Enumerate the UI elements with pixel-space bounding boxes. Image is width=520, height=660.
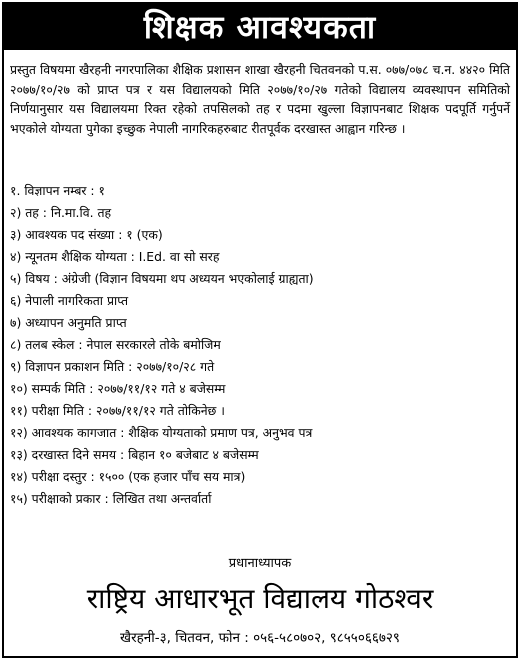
notice-title: शिक्षक आवश्यकता bbox=[4, 4, 516, 50]
list-item: १२) आवश्यक कागजात : शैक्षिक योग्यताको प्रमाण पत्र, अनुभव पत्र bbox=[10, 425, 313, 440]
requirements-list bbox=[10, 180, 510, 510]
list-item: १०) सम्पर्क मिति : २०७७/११/१२ गते ४ बजेसम्म bbox=[10, 381, 226, 396]
list-item: १३) दरखास्त दिने समय : बिहान १० बजेबाट ४ बजेसम्म bbox=[10, 447, 259, 462]
list-item: ११) परीक्षा मिति : २०७७/११/१२ गते तोकिनेछ । bbox=[10, 403, 225, 418]
notice-frame bbox=[2, 2, 518, 658]
list-item: ८) तलब स्केल : नेपाल सरकारले तोके बमोजिम bbox=[10, 337, 221, 352]
list-item: ५) विषय : अंग्रेजी (विज्ञान विषयमा थप अध्ययन भएकोलाई ग्राह्यता) bbox=[10, 271, 314, 286]
list-item: १४) परीक्षा दस्तुर : १५०० (एक हजार पाँच सय मात्र) bbox=[10, 469, 246, 484]
notice-intro: प्रस्तुत विषयमा खैरहनी नगरपालिका शैक्षिक प्रशासन शाखा खैरहनी चितवनको प.स. ०७७/०७८ च.न. ४४२० मिति २०७७/१०/२७ को प्राप्त पत्र र यस विद्यालयको मिति २०७७/१०/२७ गतेको विद्यालय व्यवस्थापन समितिको निर्णयानुसार यस विद्यालयमा रिक्त रहेको तपसिलको तह र पदमा खुल्ला विज्ञापनबाट शिक्षक पदपूर्ति गर्नुपर्ने भएकोले योग्यता पुगेका इच्छुक नेपाली नागरिकहरुबाट रीतपूर्वक दरखास्त आह्वान गरिन्छ । bbox=[10, 62, 510, 136]
list-item: ६) नेपाली नागरिकता प्राप्त bbox=[10, 293, 129, 308]
address-line: खैरहनी-३, चितवन, फोन : ०५६-५८०७०२, ९८५५०६६७२९ bbox=[120, 630, 400, 646]
list-item: ३) आवश्यक पद संख्या : १ (एक) bbox=[10, 227, 163, 242]
list-item: १. विज्ञापन नम्बर : १ bbox=[10, 183, 105, 198]
list-item: १५) परीक्षाको प्रकार : लिखित तथा अन्तर्वार्ता bbox=[10, 491, 212, 506]
signatory-title: प्रधानाध्यापक bbox=[228, 556, 292, 571]
list-item: ४) न्यूनतम शैक्षिक योग्यता : I.Ed. वा सो सरह bbox=[10, 249, 220, 264]
school-name: राष्ट्रिय आधारभूत विद्यालय गोठश्वर bbox=[86, 582, 434, 615]
list-item: ९) विज्ञापन प्रकाशन मिति : २०७७/१०/२८ गते bbox=[10, 359, 215, 374]
list-item: २) तह : नि.मा.वि. तह bbox=[10, 205, 112, 220]
list-item: ७) अध्यापन अनुमति प्राप्त bbox=[10, 315, 127, 330]
